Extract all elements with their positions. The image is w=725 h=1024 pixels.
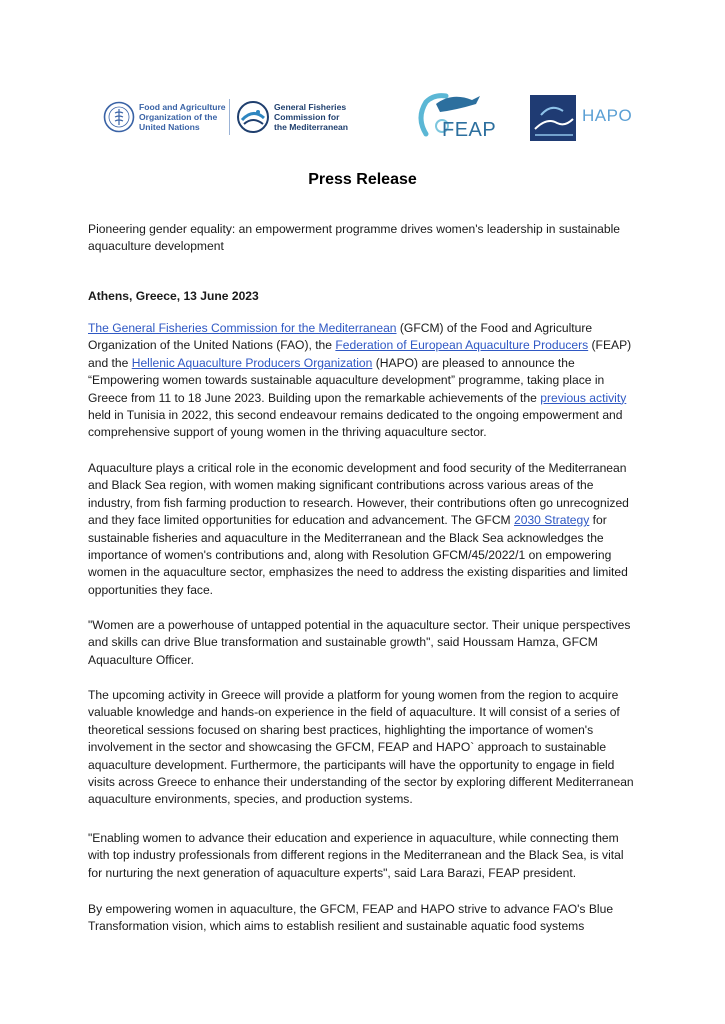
quote-barazi: "Enabling women to advance their education and experience in aquaculture, while connecting them with top industry professionals from different regions in the Mediterranean and the Black Sea, is vital for nurturing the next generation of aquaculture experts", said Lara Barazi, FEAP president. — [88, 831, 624, 880]
strategy-2030-link[interactable]: 2030 Strategy — [514, 513, 590, 528]
feap-wordmark: FEAP — [442, 119, 497, 141]
paragraph-2 — [88, 460, 640, 599]
previous-activity-link[interactable]: previous activity — [540, 390, 627, 405]
p1-text-1: (GFCM) of the Food and Agriculture Organization of the United Nations (FAO), the — [88, 321, 593, 353]
gfcm-name — [274, 102, 348, 132]
p1-text-3: (HAPO) are pleased to announce the “Empowering women towards sustainable aquaculture development” programme, taking place in Greece from 11 to 18 June 2023. Building upon the remarkable achievements of the — [88, 355, 605, 405]
dateline: Athens, Greece, 13 June 2023 — [88, 289, 259, 303]
p1-text-2: (FEAP) and the — [88, 338, 632, 370]
p1-text-4: held in Tunisia in 2022, this second endeavour remains dedicated to the ongoing empowerment and comprehensive support of young women in the thriving aquaculture sector. — [88, 408, 623, 440]
quote-hamza: "Women are a powerhouse of untapped potential in the aquaculture sector. Their unique perspectives and skills can drive Blue transformation and sustainable growth", said Houssam Hamza, GFCM Aquaculture Officer. — [88, 618, 631, 667]
fao-emblem-icon — [103, 101, 135, 133]
fao-line-2: Organization of the — [139, 112, 218, 122]
fao-name — [139, 102, 226, 132]
gfcm-logo — [236, 99, 366, 135]
hapo-wordmark: HAPO — [582, 106, 633, 125]
feap-link[interactable]: Federation of European Aquaculture Producers — [335, 338, 589, 353]
gfcm-emblem-icon — [236, 100, 270, 134]
hapo-link[interactable]: Hellenic Aquaculture Producers Organization — [131, 355, 373, 370]
p2-text-2: for sustainable fisheries and aquaculture in the Mediterranean and the Black Sea acknowledges the importance of women's contributions and, along with Resolution GFCM/45/2022/1 on empowering women in the aquaculture sector, emphasizes the need to address the existing disparities and limited opportunities they face. — [88, 513, 628, 597]
gfcm-line-3: the Mediterranean — [274, 122, 349, 132]
paragraph-1 — [88, 320, 640, 442]
fao-line-3: United Nations — [139, 122, 200, 132]
fao-line-1: Food and Agriculture — [139, 102, 226, 112]
paragraph-4: The upcoming activity in Greece will provide a platform for young women from the region to acquire valuable knowledge and hands-on experience in the field of aquaculture. It will consist of a series of theoretical sessions focused on sharing best practices, highlighting the importance of women's involvement in the sector and showcasing the GFCM, FEAP and HAPO` approach to sustainable aquaculture development. Furthermore, the participants will have the opportunity to engage in field visits across Greece to enhance their understanding of the sector by exploring different Mediterranean aquaculture environments, species, and production systems. — [88, 688, 634, 807]
subtitle: Pioneering gender equality: an empowerment programme drives women's leadership in sustainable aquaculture development — [88, 222, 621, 254]
page-title: Press Release — [308, 171, 417, 188]
paragraph-6: By empowering women in aquaculture, the GFCM, FEAP and HAPO strive to advance FAO's Blue Transformation vision, which aims to establish resilient and sustainable aquatic food systems — [88, 902, 614, 934]
p2-text-1: Aquaculture plays a critical role in the economic development and food security of the Mediterranean and Black Sea region, with women making significant contributions across various areas of the industry, from fish farming production to research. However, their contributions often go unrecognized and they face limited opportunities for education and advancement. The GFCM — [88, 461, 629, 528]
gfcm-line-1: General Fisheries — [274, 102, 347, 112]
logo-divider — [229, 99, 230, 135]
fao-logo — [103, 99, 228, 135]
gfcm-line-2: Commission for — [274, 112, 340, 122]
gfcm-link[interactable]: The General Fisheries Commission for the Mediterranean — [88, 321, 397, 335]
